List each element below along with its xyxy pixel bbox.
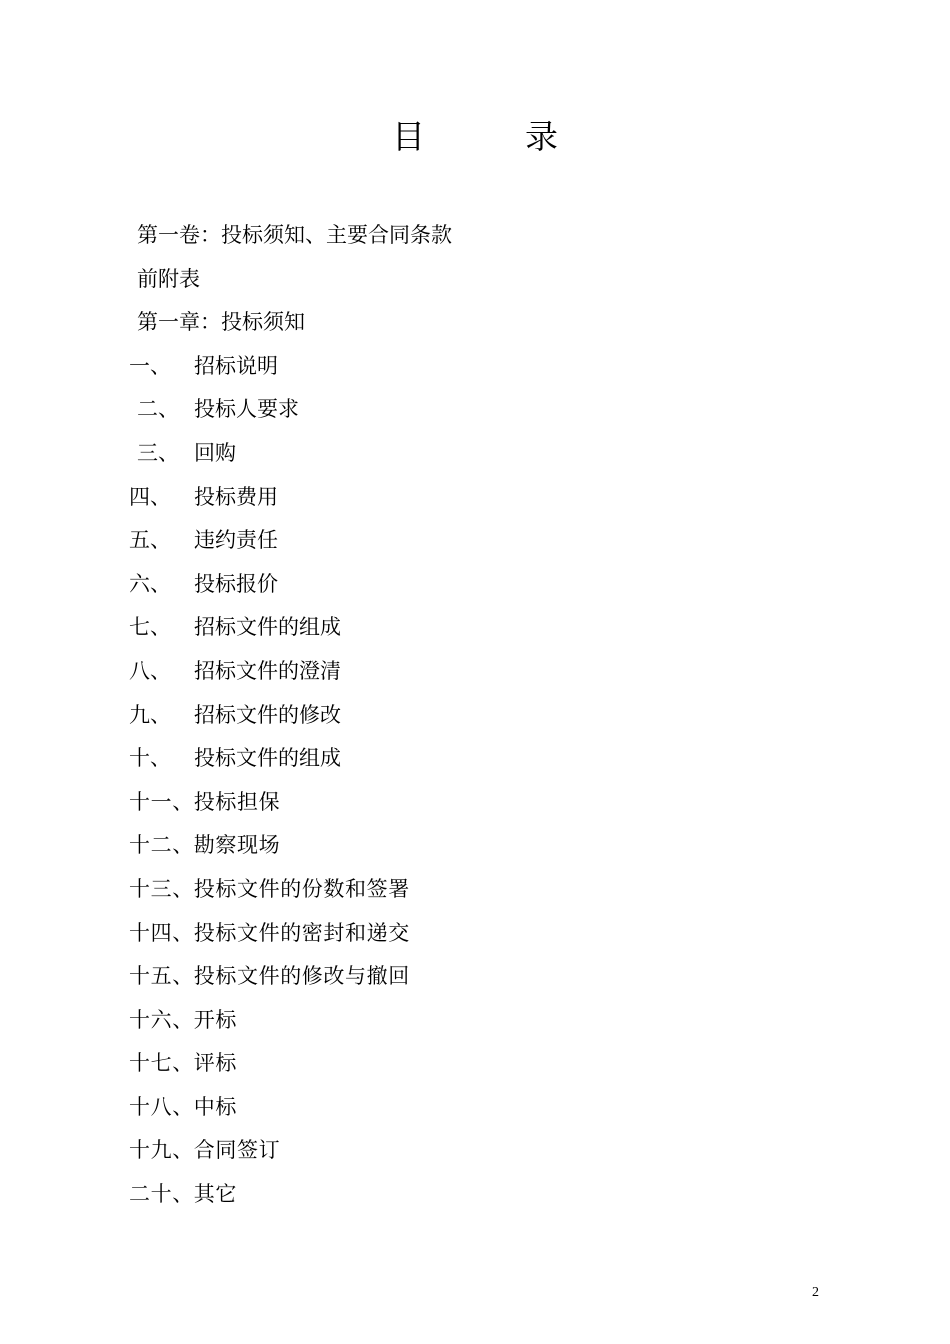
toc-section-text: 十七、评标: [129, 1051, 237, 1076]
toc-section-text: 二十、其它: [129, 1182, 237, 1207]
table-of-contents: [0, 214, 950, 1217]
toc-section-entry: [0, 519, 950, 563]
toc-chapter-entry: [0, 301, 950, 345]
toc-section-number: 八、: [129, 658, 171, 683]
toc-section-text: 十一、投标担保: [129, 789, 281, 814]
toc-section-text: 十六、开标: [129, 1007, 237, 1032]
toc-appendix-text: 前附表: [137, 266, 200, 291]
toc-section-number: 三、: [137, 440, 179, 465]
page-number: 2: [812, 1285, 819, 1300]
toc-section-text: 十九、合同签订: [129, 1138, 281, 1163]
toc-section-text: 十五、投标文件的修改与撤回: [129, 964, 410, 989]
toc-section-number: 七、: [129, 615, 171, 640]
toc-section-text: 投标费用: [194, 484, 278, 509]
toc-section-number: 十、: [129, 746, 171, 771]
toc-section-entry: [0, 388, 950, 432]
toc-section-text: 招标说明: [194, 353, 278, 378]
toc-section-number: 五、: [129, 528, 171, 553]
toc-volume-text: 第一卷：投标须知、主要合同条款: [137, 223, 452, 247]
toc-appendix-entry: [0, 258, 950, 302]
page-title: [0, 112, 950, 162]
toc-section-text: 投标报价: [194, 571, 278, 596]
toc-section-text: 招标文件的修改: [194, 702, 341, 727]
toc-section-text: 违约责任: [194, 528, 278, 553]
toc-section-entry: [0, 476, 950, 520]
toc-section-number: 六、: [129, 571, 171, 596]
toc-section-entry: [0, 737, 950, 781]
toc-section-text: 十四、投标文件的密封和递交: [129, 920, 410, 945]
toc-section-number: 四、: [129, 484, 171, 509]
toc-section-entry: [0, 1086, 950, 1130]
toc-section-entry: [0, 955, 950, 999]
toc-section-text: 投标文件的组成: [194, 746, 341, 771]
toc-section-entry: [0, 868, 950, 912]
title-char-2: 录: [525, 117, 558, 156]
toc-chapter-text: 第一章：投标须知: [137, 310, 305, 335]
toc-section-entry: [0, 563, 950, 607]
toc-section-text: 十三、投标文件的份数和签署: [129, 876, 410, 901]
toc-section-entry: [0, 694, 950, 738]
toc-section-entry: [0, 606, 950, 650]
title-char-1: 目: [392, 117, 425, 156]
toc-section-number: 一、: [129, 353, 171, 378]
toc-section-text: 招标文件的澄清: [194, 658, 341, 683]
toc-section-entry: [0, 781, 950, 825]
toc-section-entry: [0, 999, 950, 1043]
toc-section-text: 十八、中标: [129, 1094, 237, 1119]
toc-section-entry: [0, 650, 950, 694]
toc-section-entry: [0, 432, 950, 476]
toc-section-text: 投标人要求: [194, 397, 299, 422]
toc-volume-entry: [0, 214, 950, 258]
toc-section-entry: [0, 345, 950, 389]
toc-section-entry: [0, 1042, 950, 1086]
toc-section-entry: [0, 1173, 950, 1217]
toc-section-entry: [0, 824, 950, 868]
toc-section-number: 九、: [129, 702, 171, 727]
toc-section-text: 十二、勘察现场: [129, 833, 281, 858]
toc-section-text: 回购: [194, 440, 236, 465]
toc-section-entry: [0, 1129, 950, 1173]
toc-section-entry: [0, 912, 950, 956]
toc-section-text: 招标文件的组成: [194, 615, 341, 640]
toc-section-number: 二、: [137, 397, 179, 422]
